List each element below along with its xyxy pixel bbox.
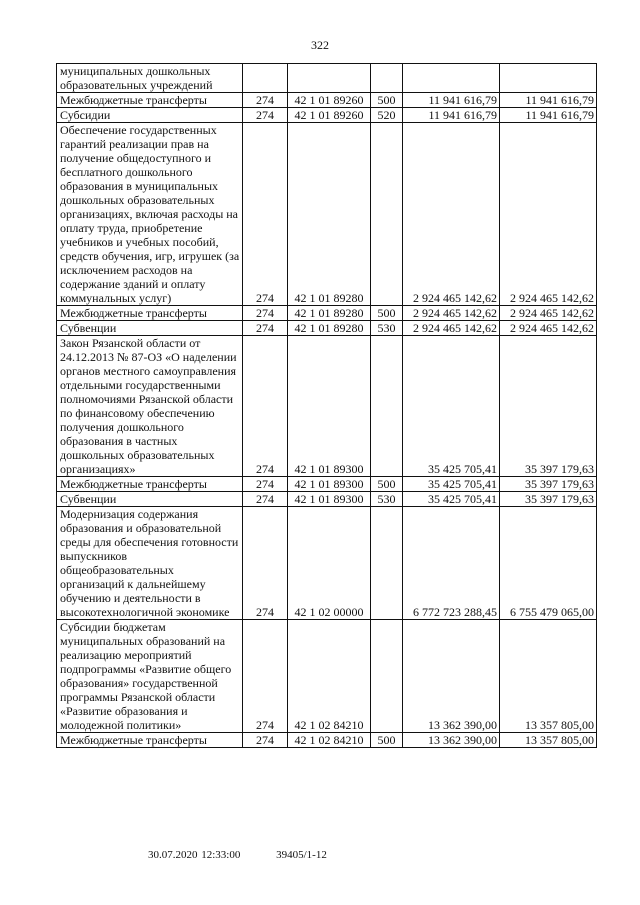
- row-name: Закон Рязанской области от 24.12.2013 № 87-ОЗ «О наделении органов местного самоуправления отдельными государственными полномочиями Рязанской области по финансовому обеспечению получения дошкольного образования в частных дошкольных образовательных организациях»: [57, 336, 243, 477]
- footer-doc-id: 39405/1-12: [276, 849, 327, 861]
- row-amount-2: 13 357 805,00: [500, 620, 597, 733]
- row-amount-1: 6 772 723 288,45: [403, 507, 500, 620]
- row-target-code: 42 1 01 89300: [288, 492, 371, 507]
- row-name: Обеспечение государственных гарантий реализации прав на получение общедоступного и бесплатного дошкольного образования в муниципальных дошкольных образовательных организациях, включая расходы на оплату труда, приобретение учебников и учебных пособий, средств обучения, игр, игрушек (за исключением расходов на содержание зданий и оплату коммунальных услуг): [57, 123, 243, 306]
- row-admin-code: 274: [243, 733, 288, 748]
- row-name: Субсидии: [57, 108, 243, 123]
- row-admin-code: 274: [243, 492, 288, 507]
- page-number: 322: [311, 38, 329, 52]
- row-target-code: 42 1 01 89300: [288, 336, 371, 477]
- row-name: Субвенции: [57, 492, 243, 507]
- row-name: Модернизация содержания образования и образовательной среды для обеспечения готовности выпускников общеобразовательных организаций к дальнейшему обучению и деятельности в высокотехнологичной экономике: [57, 507, 243, 620]
- row-amount-1: 11 941 616,79: [403, 93, 500, 108]
- row-expense-type: [371, 123, 403, 306]
- row-target-code: 42 1 01 89280: [288, 321, 371, 336]
- row-amount-1: 13 362 390,00: [403, 733, 500, 748]
- row-expense-type: [371, 620, 403, 733]
- table-row: [57, 93, 597, 108]
- row-amount-2: 2 924 465 142,62: [500, 123, 597, 306]
- row-admin-code: 274: [243, 321, 288, 336]
- row-target-code: 42 1 01 89260: [288, 93, 371, 108]
- row-amount-1: 35 425 705,41: [403, 477, 500, 492]
- row-amount-1: 2 924 465 142,62: [403, 321, 500, 336]
- table-row: [57, 492, 597, 507]
- row-expense-type: 500: [371, 733, 403, 748]
- table-row: [57, 108, 597, 123]
- row-amount-1: 2 924 465 142,62: [403, 306, 500, 321]
- row-target-code: 42 1 01 89260: [288, 108, 371, 123]
- row-amount-2: 35 397 179,63: [500, 336, 597, 477]
- row-admin-code: 274: [243, 108, 288, 123]
- row-amount-2: 2 924 465 142,62: [500, 321, 597, 336]
- table-row: [57, 123, 597, 306]
- row-expense-type: 530: [371, 321, 403, 336]
- footer: [148, 849, 327, 861]
- row-amount-2: 35 397 179,63: [500, 492, 597, 507]
- row-amount-1: 13 362 390,00: [403, 620, 500, 733]
- budget-table-body: [57, 64, 597, 748]
- row-name: Межбюджетные трансферты: [57, 733, 243, 748]
- row-amount-2: 13 357 805,00: [500, 733, 597, 748]
- row-expense-type: 500: [371, 477, 403, 492]
- row-amount-1: 11 941 616,79: [403, 108, 500, 123]
- row-target-code: 42 1 01 89280: [288, 123, 371, 306]
- row-name: Межбюджетные трансферты: [57, 306, 243, 321]
- table-row: [57, 507, 597, 620]
- row-target-code: 42 1 02 84210: [288, 620, 371, 733]
- row-admin-code: [243, 64, 288, 93]
- row-amount-2: [500, 64, 597, 93]
- row-name: Межбюджетные трансферты: [57, 477, 243, 492]
- row-admin-code: 274: [243, 507, 288, 620]
- row-amount-2: 11 941 616,79: [500, 108, 597, 123]
- row-amount-1: 35 425 705,41: [403, 336, 500, 477]
- row-expense-type: 530: [371, 492, 403, 507]
- budget-table: [56, 63, 597, 748]
- table-row: [57, 321, 597, 336]
- row-target-code: 42 1 01 89280: [288, 306, 371, 321]
- row-admin-code: 274: [243, 93, 288, 108]
- row-target-code: 42 1 01 89300: [288, 477, 371, 492]
- table-row: [57, 336, 597, 477]
- row-target-code: [288, 64, 371, 93]
- row-admin-code: 274: [243, 306, 288, 321]
- table-row: [57, 620, 597, 733]
- table-row: [57, 306, 597, 321]
- footer-timestamp: 30.07.2020 12:33:00: [148, 849, 241, 861]
- row-name: муниципальных дошкольных образовательных учреждений: [57, 64, 243, 93]
- row-expense-type: [371, 507, 403, 620]
- table-row: [57, 64, 597, 93]
- row-amount-2: 6 755 479 065,00: [500, 507, 597, 620]
- row-amount-2: 2 924 465 142,62: [500, 306, 597, 321]
- row-expense-type: 500: [371, 306, 403, 321]
- row-amount-2: 35 397 179,63: [500, 477, 597, 492]
- row-expense-type: 520: [371, 108, 403, 123]
- row-amount-1: 35 425 705,41: [403, 492, 500, 507]
- row-amount-1: [403, 64, 500, 93]
- row-amount-1: 2 924 465 142,62: [403, 123, 500, 306]
- row-amount-2: 11 941 616,79: [500, 93, 597, 108]
- row-name: Субсидии бюджетам муниципальных образований на реализацию мероприятий подпрограммы «Развитие общего образования» государственной программы Рязанской области «Развитие образования и молодежной политики»: [57, 620, 243, 733]
- row-name: Межбюджетные трансферты: [57, 93, 243, 108]
- row-expense-type: [371, 64, 403, 93]
- row-admin-code: 274: [243, 123, 288, 306]
- row-name: Субвенции: [57, 321, 243, 336]
- table-row: [57, 477, 597, 492]
- row-expense-type: [371, 336, 403, 477]
- row-target-code: 42 1 02 00000: [288, 507, 371, 620]
- row-admin-code: 274: [243, 620, 288, 733]
- row-admin-code: 274: [243, 336, 288, 477]
- row-target-code: 42 1 02 84210: [288, 733, 371, 748]
- row-admin-code: 274: [243, 477, 288, 492]
- row-expense-type: 500: [371, 93, 403, 108]
- table-row: [57, 733, 597, 748]
